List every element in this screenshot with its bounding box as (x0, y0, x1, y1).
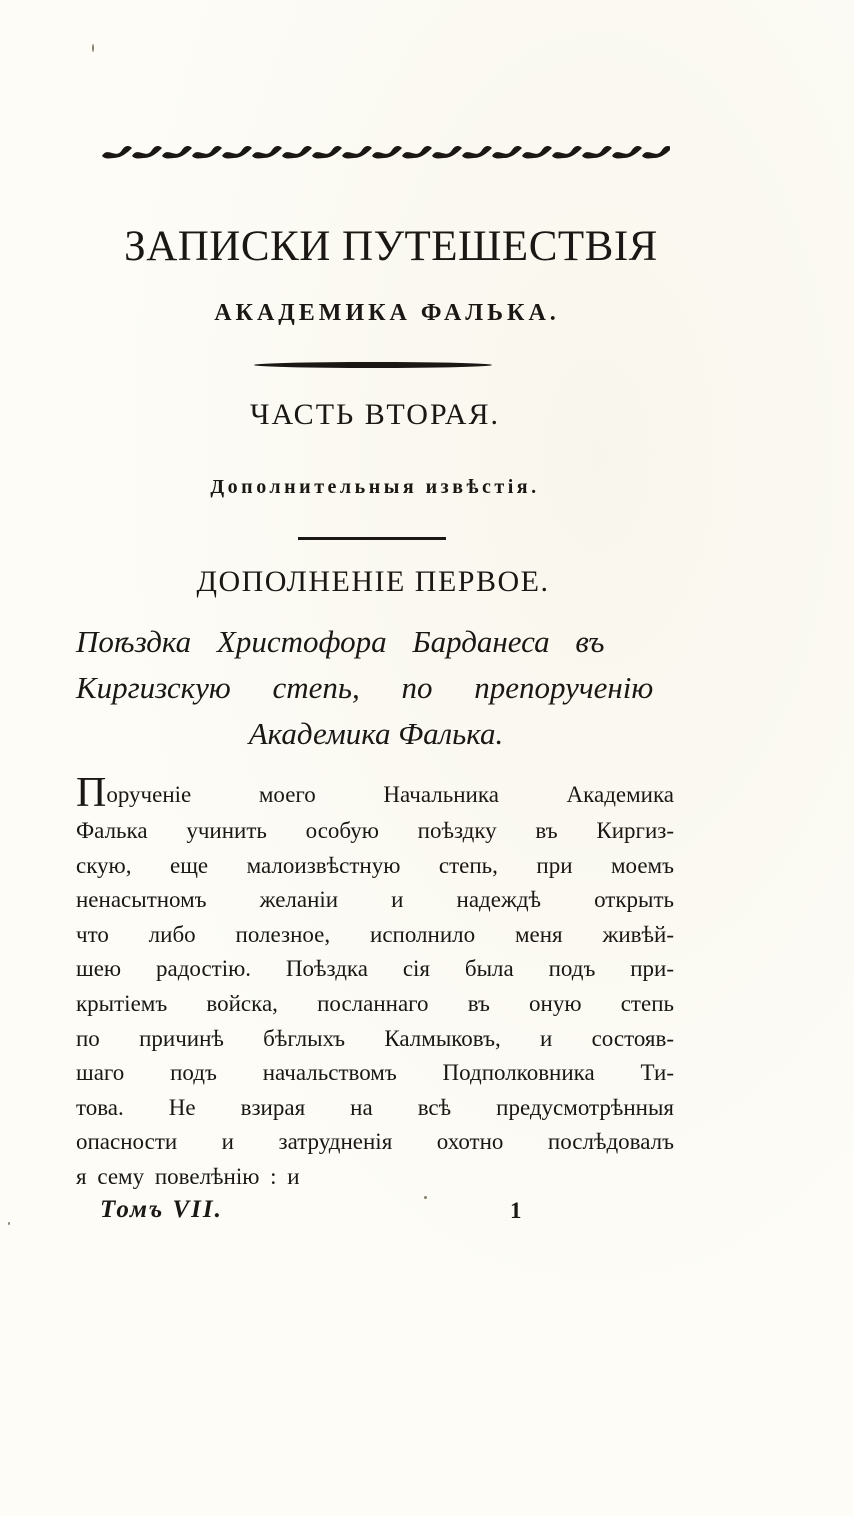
paper-speck (92, 44, 94, 52)
supplement-title: ДОПОЛНЕНІЕ ПЕРВОЕ. (196, 565, 550, 598)
italic-heading-line: Киргизскую степь, по препорученію (76, 670, 654, 705)
italic-heading-line: Академика Фалька. (248, 716, 504, 751)
body-line: крытіемъ войска, посланнаго въ оную степь (76, 990, 674, 1016)
drop-cap: П (76, 770, 107, 816)
main-title: ЗАПИСКИ ПУТЕШЕСТВІЯ (124, 223, 658, 270)
ornament-swash (162, 146, 192, 159)
author-subtitle: АКАДЕМИКА ФАЛЬКА. (214, 300, 560, 326)
divider-thick (254, 362, 492, 368)
italic-heading-line: Поѣздка Христофора Барданеса въ (76, 624, 605, 659)
ornament-swash (282, 146, 312, 159)
body-line: опасности и затрудненія охотно послѣдовалъ (76, 1129, 674, 1155)
ornament-swash (432, 146, 462, 159)
body-line: това. Не взирая на всѣ предусмотрѣнныя (76, 1094, 674, 1120)
ornament-swash (252, 146, 282, 159)
ornament-swash (552, 146, 582, 159)
body-line: Фалька учинить особую поѣздку въ Киргиз- (76, 818, 674, 843)
signature-mark: 1 (510, 1198, 522, 1223)
body-line: скую, еще малоизвѣстную степь, при моемъ (76, 852, 674, 878)
ornament-swash (132, 146, 162, 159)
ornament-swash (492, 146, 522, 159)
ornament-swash (192, 146, 222, 159)
body-line-text: орученіе моего Начальника Академика (106, 782, 674, 807)
body-line (76, 772, 674, 814)
ornament-swash (612, 146, 642, 159)
ornament-swash (642, 146, 670, 159)
body-line: я сему повелѣнію : и (76, 1163, 300, 1189)
ornament-swash (102, 146, 132, 159)
volume-label: Томъ VII. (100, 1196, 223, 1223)
ornament-swash (342, 146, 372, 159)
body-line: шею радостію. Поѣздка сія была подъ при- (76, 956, 674, 982)
body-paragraph (76, 772, 674, 1195)
ornament-swash (582, 146, 612, 159)
part-title: ЧАСТЬ ВТОРАЯ. (250, 398, 500, 431)
ornament-swash (312, 146, 342, 159)
body-line: ненасытномъ желаніи и надеждѣ открыть (76, 887, 674, 913)
ornament-swash (462, 146, 492, 159)
ornamental-border (100, 138, 670, 166)
body-line: что либо полезное, исполнило меня живѣй- (76, 921, 674, 947)
body-line: шаго подъ начальствомъ Подполковника Ти- (76, 1060, 674, 1086)
ornament-swash (522, 146, 552, 159)
paper-speck (8, 1222, 10, 1225)
part-subtitle: Дополнительныя извѣстія. (210, 476, 540, 498)
paper-speck (424, 1196, 427, 1199)
ornament-swash (372, 146, 402, 159)
ornament-swash (402, 146, 432, 159)
ornament-swash (222, 146, 252, 159)
divider-thin (298, 537, 446, 540)
body-line: по причинѣ бѣглыхъ Калмыковъ, и состояв- (76, 1025, 674, 1051)
